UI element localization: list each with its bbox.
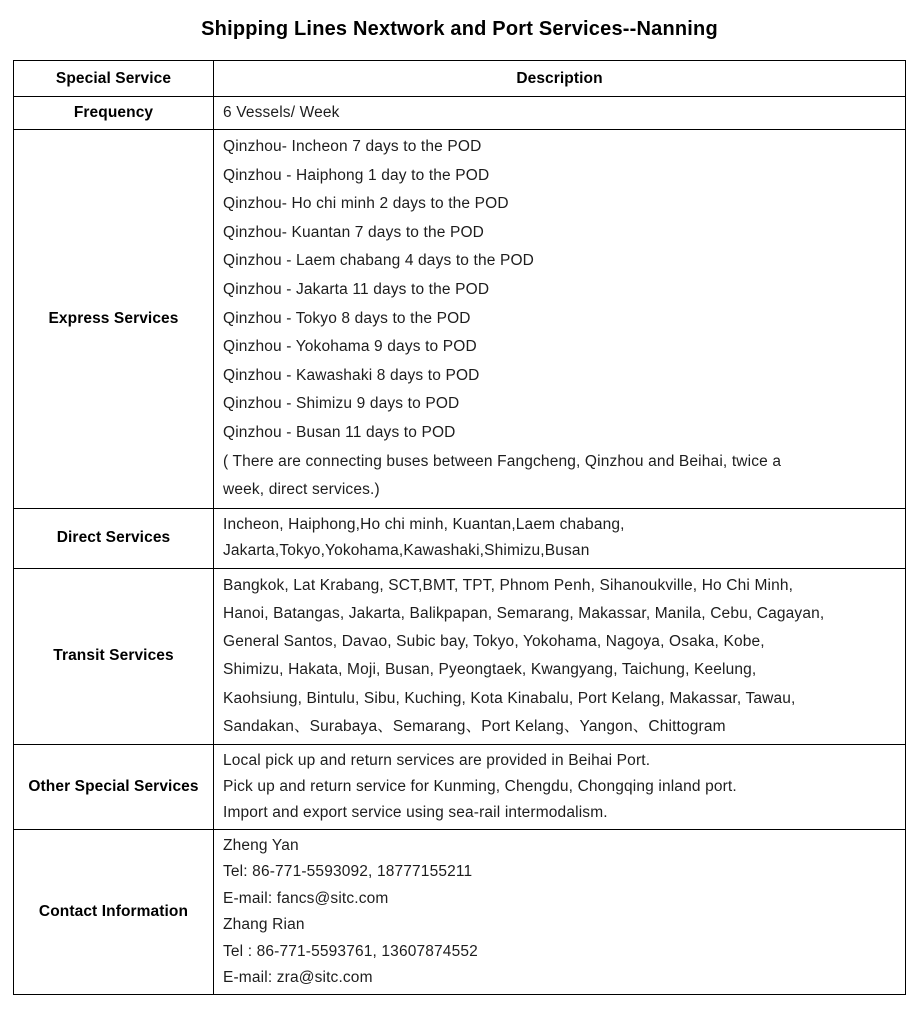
row-description-direct-services [214, 508, 906, 568]
description-line: ( There are connecting buses between Fangcheng, Qinzhou and Beihai, twice a [223, 452, 782, 470]
services-table-body [14, 97, 906, 995]
header-row [14, 61, 906, 97]
description-line: Zheng Yan [223, 836, 299, 854]
table-row-transit-services [14, 568, 906, 744]
description-line: Shimizu, Hakata, Moji, Busan, Pyeongtaek, Kwangyang, Taichung, Keelung, [223, 661, 757, 679]
description-line: Qinzhou- Ho chi minh 2 days to the POD [223, 195, 509, 213]
description-line: Qinzhou - Tokyo 8 days to the POD [223, 309, 471, 327]
description-line: Qinzhou - Haiphong 1 day to the POD [223, 166, 490, 184]
description-line: General Santos, Davao, Subic bay, Tokyo, Yokohama, Nagoya, Osaka, Kobe, [223, 633, 765, 651]
description-line: Qinzhou - Laem chabang 4 days to the POD [223, 252, 535, 270]
description-line: Hanoi, Batangas, Jakarta, Balikpapan, Semarang, Makassar, Manila, Cebu, Cagayan, [223, 604, 825, 622]
row-description-frequency [214, 97, 906, 130]
row-label-frequency: Frequency [14, 97, 214, 130]
description-line: Qinzhou- Incheon 7 days to the POD [223, 138, 482, 155]
description-line: Qinzhou - Kawashaki 8 days to POD [223, 366, 480, 384]
table-row-frequency [14, 97, 906, 130]
row-label-direct-services: Direct Services [14, 508, 214, 568]
column-header-description: Description [214, 61, 906, 97]
column-header-special-service: Special Service [14, 61, 214, 97]
row-label-other-special-services: Other Special Services [14, 744, 214, 829]
description-line: Jakarta,Tokyo,Yokohama,Kawashaki,Shimizu,Busan [223, 542, 590, 560]
row-label-transit-services: Transit Services [14, 568, 214, 744]
description-line: Bangkok, Lat Krabang, SCT,BMT, TPT, Phnom Penh, Sihanoukville, Ho Chi Minh, [223, 576, 794, 594]
description-line: week, direct services.) [223, 481, 380, 499]
description-line: Incheon, Haiphong,Ho chi minh, Kuantan,Laem chabang, [223, 515, 625, 533]
description-line: Qinzhou- Kuantan 7 days to the POD [223, 223, 485, 241]
row-label-express-services: Express Services [14, 130, 214, 509]
description-line: Import and export service using sea-rail intermodalism. [223, 803, 608, 821]
table-row-contact-information [14, 829, 906, 994]
services-table [13, 60, 906, 995]
page-title: Shipping Lines Nextwork and Port Services--Nanning [201, 18, 718, 40]
description-line: Tel: 86-771-5593092, 18777155211 [223, 863, 473, 881]
row-description-contact-information [214, 829, 906, 994]
description-line: Qinzhou - Busan 11 days to POD [223, 423, 456, 441]
table-row-direct-services [14, 508, 906, 568]
description-line: E-mail: fancs@sitc.com [223, 889, 389, 907]
row-description-express-services [214, 130, 906, 509]
description-line: Qinzhou - Jakarta 11 days to the POD [223, 280, 490, 298]
table-row-other-special-services [14, 744, 906, 829]
description-line: Qinzhou - Yokohama 9 days to POD [223, 338, 477, 356]
table-row-express-services [14, 130, 906, 509]
description-line: Kaohsiung, Bintulu, Sibu, Kuching, Kota Kinabalu, Port Kelang, Makassar, Tawau, [223, 689, 796, 707]
description-line: E-mail: zra@sitc.com [223, 968, 373, 986]
description-line: 6 Vessels/ Week [223, 104, 340, 121]
description-line: Tel : 86-771-5593761, 13607874552 [223, 942, 478, 960]
row-label-contact-information: Contact Information [14, 829, 214, 994]
description-line: Sandakan、Surabaya、Semarang、Port Kelang、Yangon、Chittogram [223, 717, 726, 735]
row-description-transit-services [214, 568, 906, 744]
description-line: Qinzhou - Shimizu 9 days to POD [223, 395, 460, 413]
row-description-other-special-services [214, 744, 906, 829]
services-table-header [14, 61, 906, 97]
description-line: Zhang Rian [223, 916, 305, 934]
description-line: Pick up and return service for Kunming, Chengdu, Chongqing inland port. [223, 777, 737, 795]
description-line: Local pick up and return services are provided in Beihai Port. [223, 751, 651, 769]
